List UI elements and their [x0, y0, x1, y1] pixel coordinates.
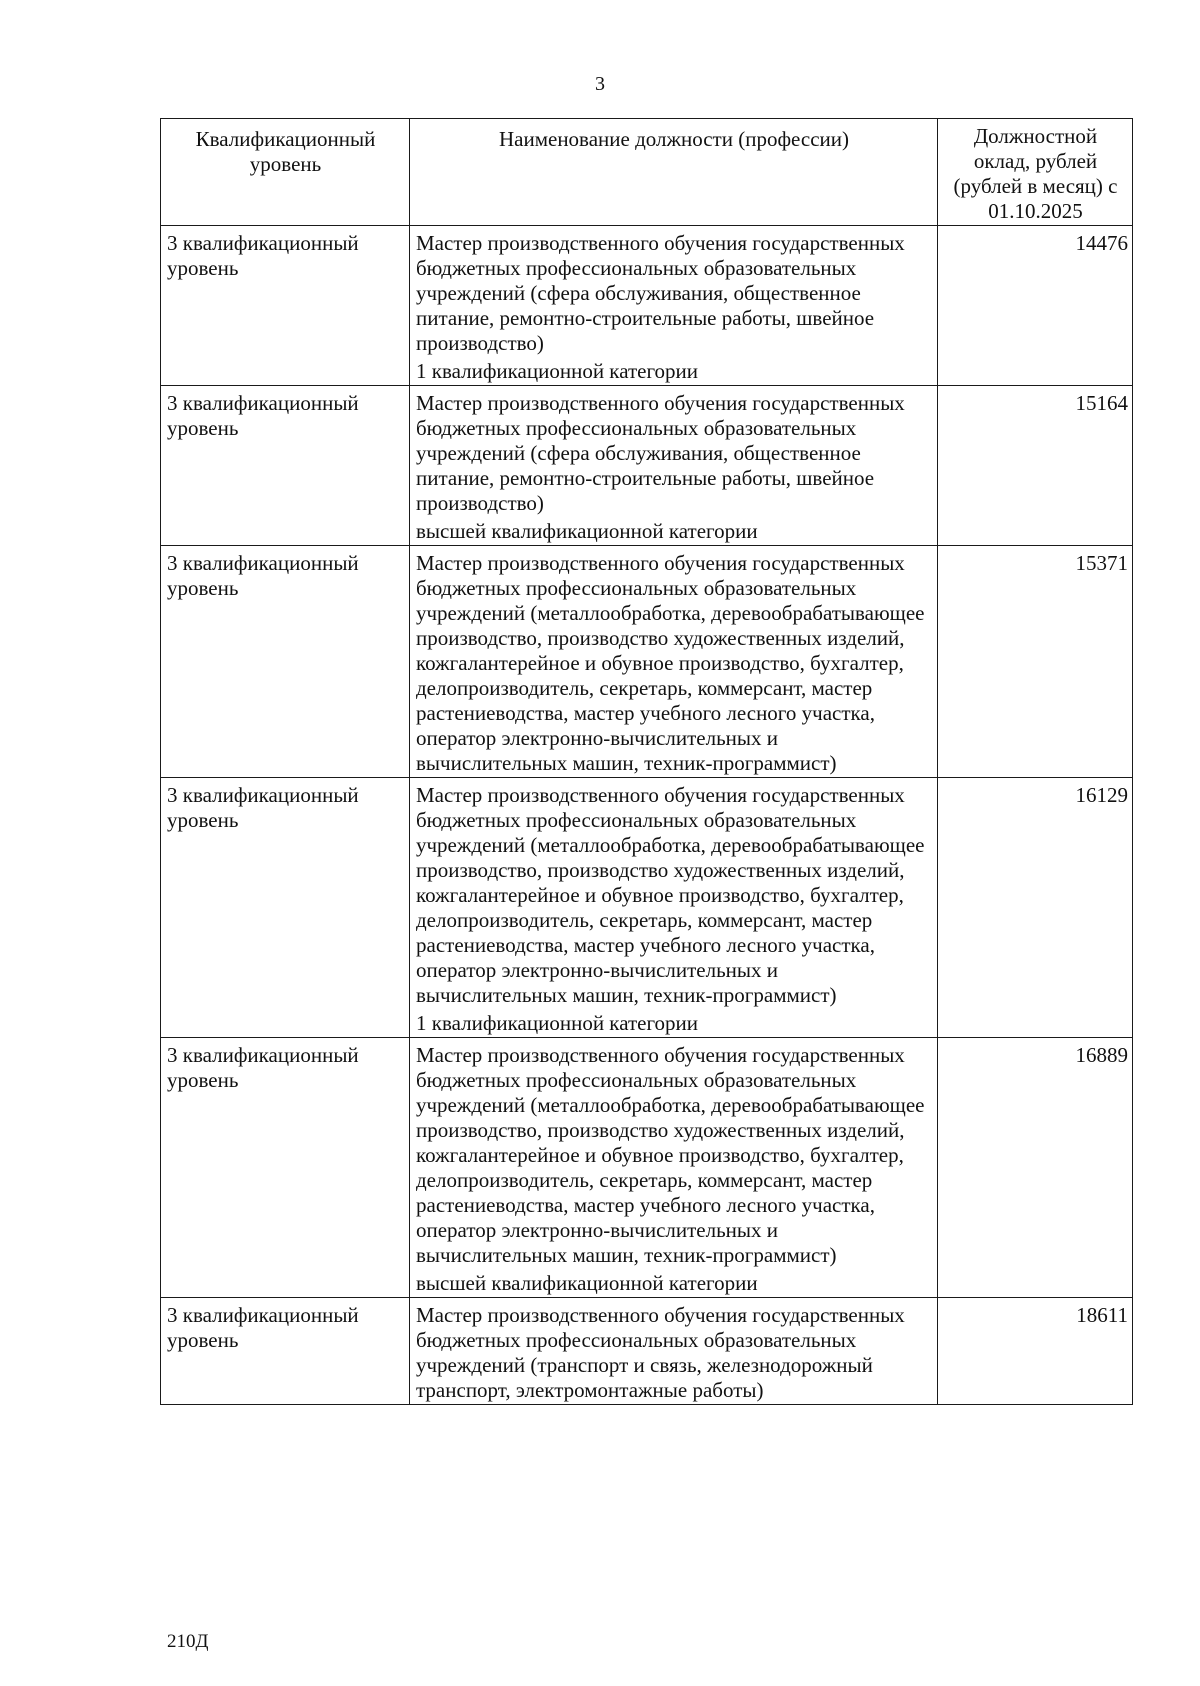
position-description: Мастер производственного обучения государственных бюджетных профессиональных образовательных учреждений (металлообработка, деревообрабатывающее производство, производство художественных изделий, кожгалантерейное и обувное производство, бухгалтер, делопроизводитель, секретарь, коммерсант, мастер растениеводства, мастер учебного лесного участка, оператор электронно-вычислительных и вычислительных машин, техник-программист) — [416, 1043, 925, 1267]
position-name-cell — [410, 386, 938, 546]
document-code: 210Д — [167, 1631, 209, 1652]
table-row — [161, 1038, 1133, 1298]
table-row — [161, 546, 1133, 778]
salary-table — [160, 118, 1133, 1405]
position-description: Мастер производственного обучения государственных бюджетных профессиональных образовательных учреждений (транспорт и связь, железнодорожный транспорт, электромонтажные работы) — [416, 1303, 905, 1402]
salary-cell: 16129 — [938, 778, 1133, 1038]
salary-cell: 18611 — [938, 1298, 1133, 1405]
qualification-level-cell: 3 квалификационный уровень — [161, 1038, 410, 1298]
table-header-row — [161, 119, 1133, 226]
salary-cell: 15371 — [938, 546, 1133, 778]
qualification-category: высшей квалификационной категории — [416, 1271, 758, 1295]
table-body — [161, 226, 1133, 1405]
qualification-level-cell: 3 квалификационный уровень — [161, 226, 410, 386]
table-row — [161, 386, 1133, 546]
qualification-level-cell: 3 квалификационный уровень — [161, 546, 410, 778]
table-row — [161, 778, 1133, 1038]
header-position-name: Наименование должности (профессии) — [410, 119, 938, 226]
page-number: 3 — [595, 73, 605, 95]
salary-cell: 15164 — [938, 386, 1133, 546]
qualification-level-cell: 3 квалификационный уровень — [161, 778, 410, 1038]
position-description: Мастер производственного обучения государственных бюджетных профессиональных образовательных учреждений (сфера обслуживания, общественное питание, ремонтно-строительные работы, швейное производство) — [416, 391, 905, 515]
position-description: Мастер производственного обучения государственных бюджетных профессиональных образовательных учреждений (сфера обслуживания, общественное питание, ремонтно-строительные работы, швейное производство) — [416, 231, 905, 355]
position-name-cell — [410, 778, 938, 1038]
header-salary: Должностной оклад, рублей (рублей в месяц) с 01.10.2025 — [938, 119, 1133, 226]
qualification-category: 1 квалификационной категории — [416, 1011, 699, 1035]
qualification-category: 1 квалификационной категории — [416, 359, 699, 383]
qualification-level-cell: 3 квалификационный уровень — [161, 386, 410, 546]
qualification-category: высшей квалификационной категории — [416, 519, 758, 543]
position-description: Мастер производственного обучения государственных бюджетных профессиональных образовательных учреждений (металлообработка, деревообрабатывающее производство, производство художественных изделий, кожгалантерейное и обувное производство, бухгалтер, делопроизводитель, секретарь, коммерсант, мастер растениеводства, мастер учебного лесного участка, оператор электронно-вычислительных и вычислительных машин, техник-программист) — [416, 783, 925, 1007]
position-name-cell — [410, 1038, 938, 1298]
salary-cell: 14476 — [938, 226, 1133, 386]
position-description: Мастер производственного обучения государственных бюджетных профессиональных образовательных учреждений (металлообработка, деревообрабатывающее производство, производство художественных изделий, кожгалантерейное и обувное производство, бухгалтер, делопроизводитель, секретарь, коммерсант, мастер растениеводства, мастер учебного лесного участка, оператор электронно-вычислительных и вычислительных машин, техник-программист) — [416, 551, 925, 775]
salary-cell: 16889 — [938, 1038, 1133, 1298]
position-name-cell — [410, 226, 938, 386]
position-name-cell — [410, 1298, 938, 1405]
table-row — [161, 1298, 1133, 1405]
position-name-cell — [410, 546, 938, 778]
qualification-level-cell: 3 квалификационный уровень — [161, 1298, 410, 1405]
table-row — [161, 226, 1133, 386]
header-qualification-level: Квалификационный уровень — [161, 119, 410, 226]
